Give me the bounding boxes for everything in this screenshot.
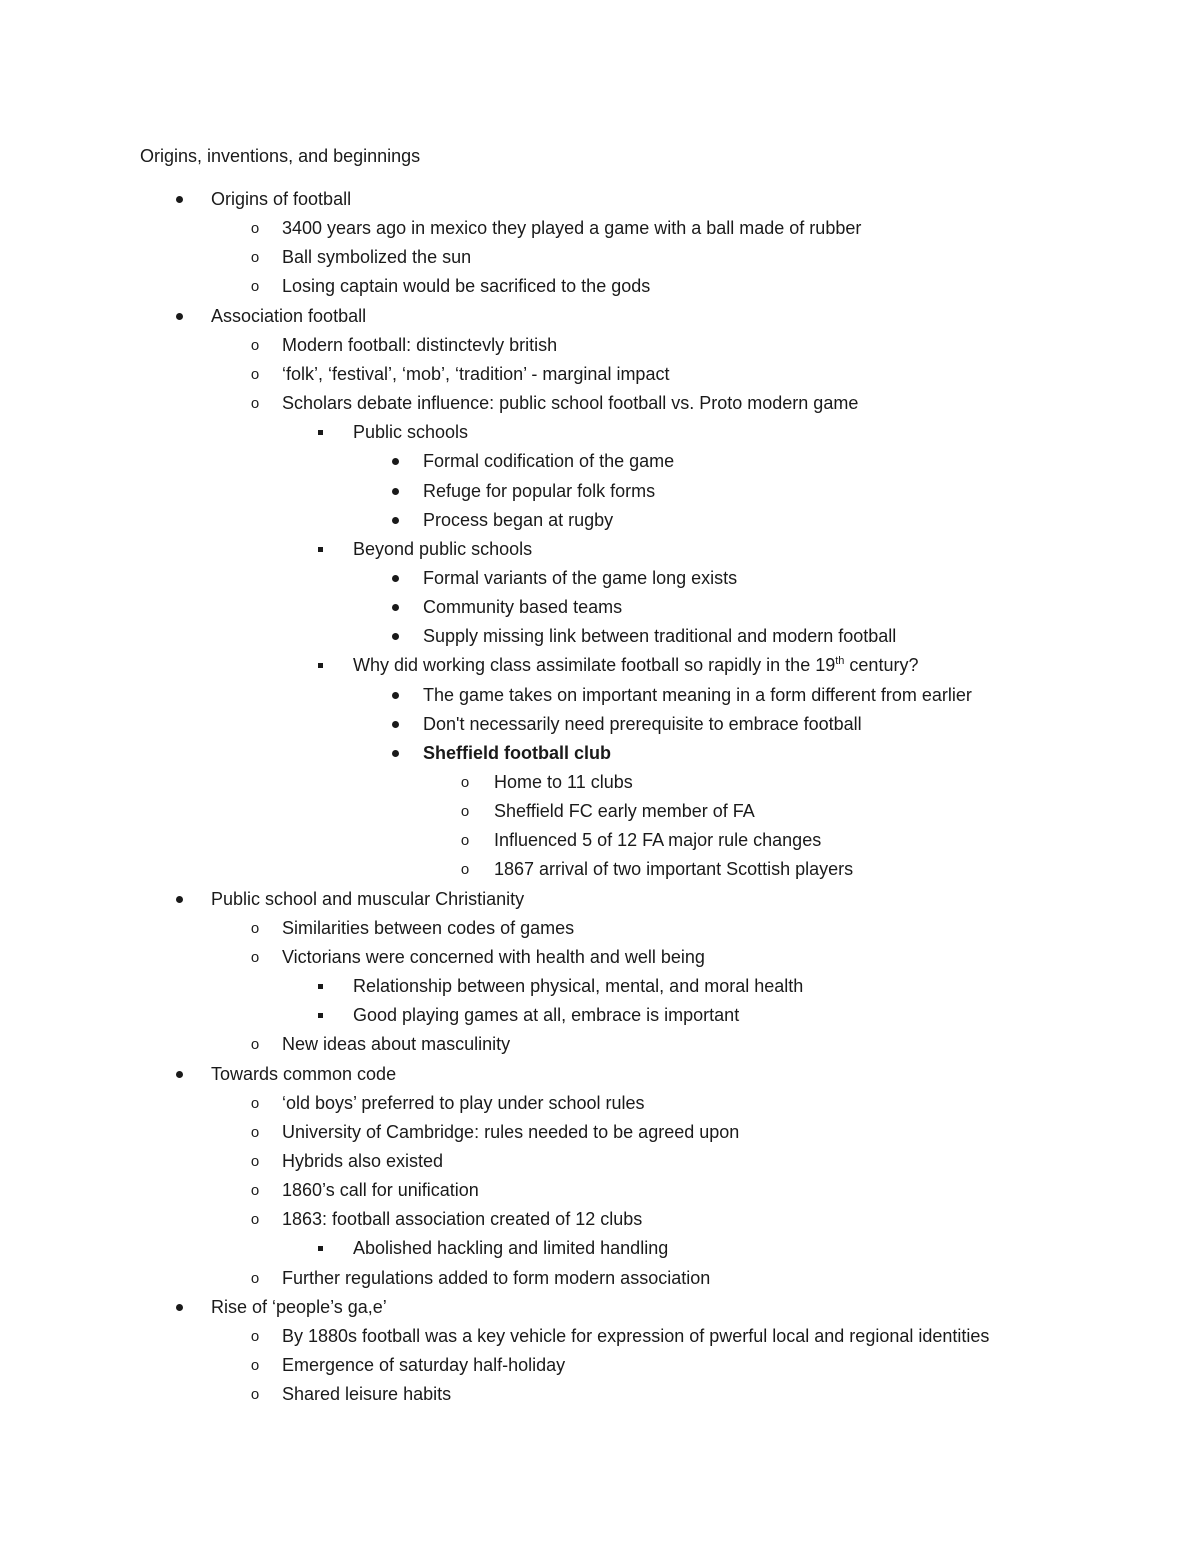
list-item-text: Modern football: distinctevly british — [282, 334, 558, 355]
list-item-text: University of Cambridge: rules needed to be agreed upon — [282, 1121, 740, 1142]
bullet-circle-icon: o — [250, 1123, 260, 1141]
list-item-text: Why did working class assimilate football so rapidly in the 19th century? — [353, 655, 919, 676]
bullet-circle-icon: o — [460, 861, 470, 879]
list-item-text: Losing captain would be sacrificed to the gods — [282, 276, 651, 297]
list-item-text: ‘folk’, ‘festival’, ‘mob’, ‘tradition’ - marginal impact — [282, 363, 670, 384]
bullet-circle-icon: o — [250, 1269, 260, 1287]
list-item-text: Abolished hackling and limited handling — [353, 1238, 669, 1259]
bullet-circle-icon: o — [250, 1036, 260, 1054]
list-item-text: Further regulations added to form modern association — [282, 1267, 711, 1288]
list-item-text: Public school and muscular Christianity — [211, 888, 525, 909]
bullet-circle-icon: o — [250, 919, 260, 937]
bullet-circle-icon: o — [250, 220, 260, 238]
list-item-text: Home to 11 clubs — [494, 772, 633, 792]
list-item-text: Public schools — [353, 422, 469, 443]
list-item-text: Community based teams — [423, 597, 623, 618]
list-item-text: The game takes on important meaning in a form different from earlier — [423, 684, 972, 705]
list-item-text: Rise of ‘people’s ga,e’ — [211, 1296, 387, 1317]
list-item-text: Formal codification of the game — [423, 451, 675, 472]
list-item-text: Influenced 5 of 12 FA major rule changes — [494, 830, 822, 851]
bullet-circle-icon: o — [250, 1211, 260, 1229]
bullet-circle-icon: o — [250, 1327, 260, 1345]
list-item-text: Refuge for popular folk forms — [423, 480, 656, 501]
list-item-text: 1863: football association created of 12 clubs — [282, 1209, 643, 1230]
list-item-text: Ball symbolized the sun — [282, 247, 472, 268]
list-item-text: By 1880s football was a key vehicle for expression of pwerful local and regional identities — [282, 1325, 990, 1346]
bullet-circle-icon: o — [460, 774, 470, 791]
superscript: th — [835, 655, 845, 668]
list-item-text: 3400 years ago in mexico they played a game with a ball made of rubber — [282, 218, 862, 239]
bullet-circle-icon: o — [250, 336, 260, 354]
list-item-text: Beyond public schools — [353, 538, 533, 559]
list-item-text: Don't necessarily need prerequisite to embrace football — [423, 713, 862, 734]
list-item-text: Supply missing link between traditional and modern football — [423, 626, 897, 647]
list-item-text: Victorians were concerned with health and well being — [282, 946, 705, 967]
bullet-circle-icon: o — [250, 1386, 260, 1404]
list-item-text: Sheffield football club — [423, 742, 611, 763]
list-item-text: Emergence of saturday half-holiday — [282, 1355, 566, 1375]
list-item-text: Towards common code — [211, 1063, 397, 1084]
list-item-text: Relationship between physical, mental, and moral health — [353, 976, 804, 996]
list-item-text: Good playing games at all, embrace is important — [353, 1005, 740, 1026]
list-item-text: Similarities between codes of games — [282, 917, 575, 938]
bullet-circle-icon: o — [250, 1152, 260, 1170]
bullet-circle-icon: o — [250, 1182, 260, 1200]
bullet-circle-icon: o — [460, 803, 470, 821]
list-item-text: New ideas about masculinity — [282, 1034, 511, 1055]
bullet-circle-icon: o — [250, 395, 260, 412]
list-item-text: Hybrids also existed — [282, 1150, 444, 1171]
page-title: Origins, inventions, and beginnings — [140, 146, 421, 166]
list-item-text: Sheffield FC early member of FA — [494, 801, 755, 822]
list-item-text: Origins of football — [211, 189, 352, 209]
bullet-circle-icon: o — [460, 832, 470, 850]
list-item-text: 1860’s call for unification — [282, 1180, 479, 1201]
bullet-circle-icon: o — [250, 948, 260, 966]
bullet-circle-icon: o — [250, 1094, 260, 1112]
bullet-circle-icon: o — [250, 278, 260, 296]
bullet-circle-icon: o — [250, 1357, 260, 1374]
list-item-text: Scholars debate influence: public school football vs. Proto modern game — [282, 393, 859, 413]
list-item-text: ‘old boys’ preferred to play under school rules — [282, 1092, 645, 1113]
list-item-text: Process began at rugby — [423, 509, 614, 530]
list-item-text: Formal variants of the game long exists — [423, 568, 738, 588]
bullet-circle-icon: o — [250, 365, 260, 383]
list-item-text: Shared leisure habits — [282, 1384, 452, 1405]
list-item-text: 1867 arrival of two important Scottish players — [494, 859, 854, 880]
list-item-text: Association football — [211, 305, 367, 326]
bullet-circle-icon: o — [250, 249, 260, 267]
